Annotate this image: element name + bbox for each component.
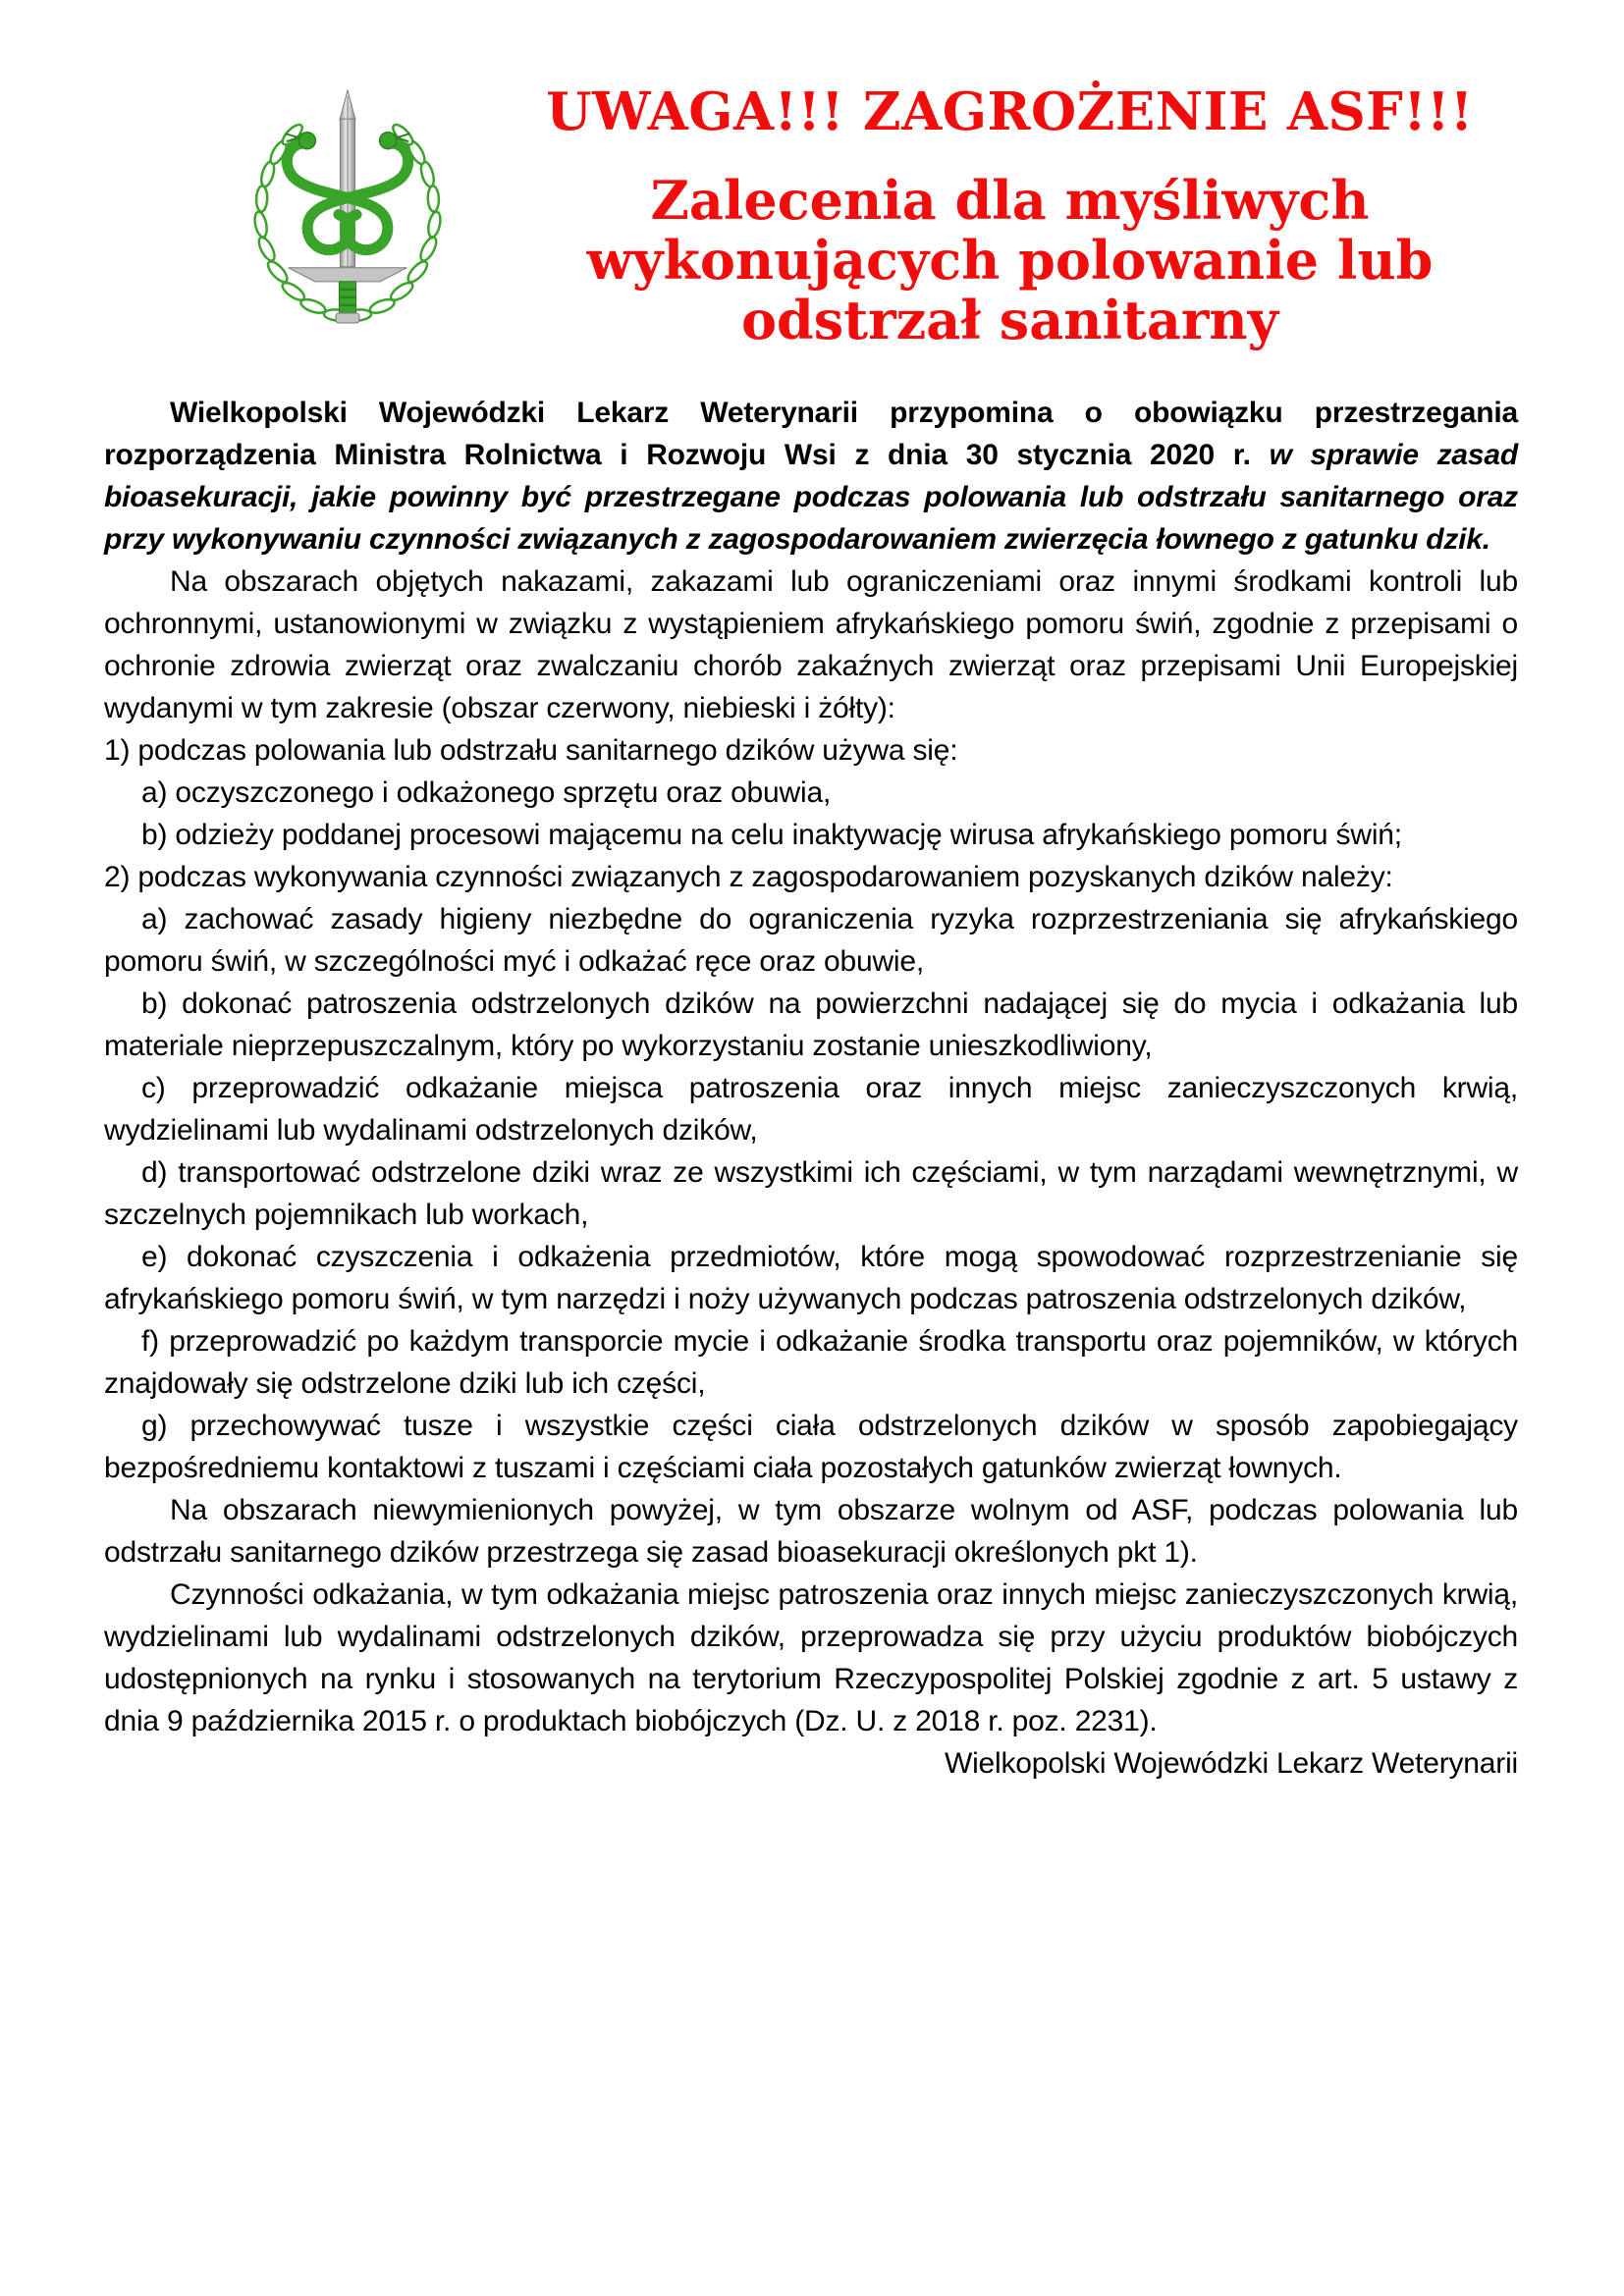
closing-paragraph-2: Czynności odkażania, w tym odkażania miejsc patroszenia oraz innych miejsc zanieczyszczonych krwią, wydzielinami lub wydalinami odstrzelonych dzików, przeprowadza się przy użyciu produktów biobójczych udostępnionych na rynku i stosowanych na terytorium Rzeczypospolitej Polskiej zgodnie z art. 5 ustawy z dnia 9 października 2015 r. o produktach biobójczych (Dz. U. z 2018 r. poz. 2231). [104,1578,1518,1737]
subtitle-line-1: Zalecenia dla myśliwych [650,169,1370,232]
subtitle-line-2: wykonujących polowanie lub [586,229,1434,292]
closing-paragraph-1: Na obszarach niewymienionych powyżej, w tym obszarze wolnym od ASF, podczas polowania lub odstrzału sanitarnego dzików przestrzega się zasad bioasekuracji określonych pkt 1). [104,1494,1518,1569]
signature-line: Wielkopolski Wojewódzki Lekarz Weterynarii [944,1747,1518,1780]
document-body [104,392,1518,1785]
intro-bold-run: Wielkopolski Wojewódzki Lekarz Weterynarii przypomina o obowiązku przestrzegania rozporządzenia Ministra Rolnictwa i Rozwoju Wsi z dnia 30 stycznia 2020 r. [104,397,1518,471]
page-title: UWAGA!!! ZAGROŻENIE ASF!!! [546,81,1474,142]
header-titles [471,81,1519,351]
veterinary-caduceus-icon [224,84,471,326]
list2-intro: 2) podczas wykonywania czynności związanych z zagospodarowaniem pozyskanych dzików należy: [104,861,1393,893]
list-item: e) dokonać czyszczenia i odkażenia przedmiotów, które mogą spowodować rozprzestrzenianie się afrykańskiego pomoru świń, w tym narzędzi i noży używanych podczas patroszenia odstrzelonych dzików, [104,1241,1518,1315]
list-item: g) przechowywać tusze i wszystkie części ciała odstrzelonych dzików w sposób zapobiegający bezpośredniemu kontaktowi z tuszami i częściami ciała pozostałych gatunków zwierząt łownych. [104,1410,1518,1484]
list1-intro: 1) podczas polowania lub odstrzału sanitarnego dzików używa się: [104,734,958,767]
list-item: b) odzieży poddanej procesowi mającemu na celu inaktywację wirusa afrykańskiego pomoru świń; [141,819,1402,851]
list-item: c) przeprowadzić odkażanie miejsca patroszenia oraz innych miejsc zanieczyszczonych krwią, wydzielinami lub wydalinami odstrzelonych dzików, [104,1072,1518,1147]
intro-paragraph [104,392,1518,561]
list-item: d) transportować odstrzelone dziki wraz ze wszystkimi ich częściami, w tym narządami wewnętrznymi, w szczelnych pojemnikach lub workach, [104,1156,1518,1231]
list-item: f) przeprowadzić po każdym transporcie mycie i odkażanie środka transportu oraz pojemników, w których znajdowały się odstrzelone dziki lub ich części, [104,1325,1518,1400]
list-item: b) dokonać patroszenia odstrzelonych dzików na powierzchni nadającej się do mycia i odkażania lub materiale nieprzepuszczalnym, który po wykorzystaniu zostanie unieszkodliwiony, [104,988,1518,1062]
list-item: a) oczyszczonego i odkażonego sprzętu oraz obuwia, [141,776,832,809]
document-header [0,0,1624,350]
list-item: a) zachować zasady higieny niezbędne do ograniczenia ryzyka rozprzestrzeniania się afrykańskiego pomoru świń, w szczególności myć i odkażać ręce oraz obuwie, [104,903,1518,978]
subtitle-line-3: odstrzał sanitarny [741,289,1278,351]
intro-italic-run: w sprawie zasad bioasekuracji, jakie powinny być przestrzegane podczas polowania lub odstrzału sanitarnego oraz przy wykonywaniu czynności związanych z zagospodarowaniem zwierzęcia łownego z gatunku dzik. [104,439,1518,556]
areas-paragraph: Na obszarach objętych nakazami, zakazami lub ograniczeniami oraz innymi środkami kontroli lub ochronnymi, ustanowionymi w związku z wystąpieniem afrykańskiego pomoru świń, zgodnie z przepisami o ochronie zdrowia zwierząt oraz zwalczaniu chorób zakaźnych zwierząt oraz przepisami Unii Europejskiej wydanymi w tym zakresie (obszar czerwony, niebieski i żółty): [104,565,1518,724]
page-subtitle [501,171,1519,350]
